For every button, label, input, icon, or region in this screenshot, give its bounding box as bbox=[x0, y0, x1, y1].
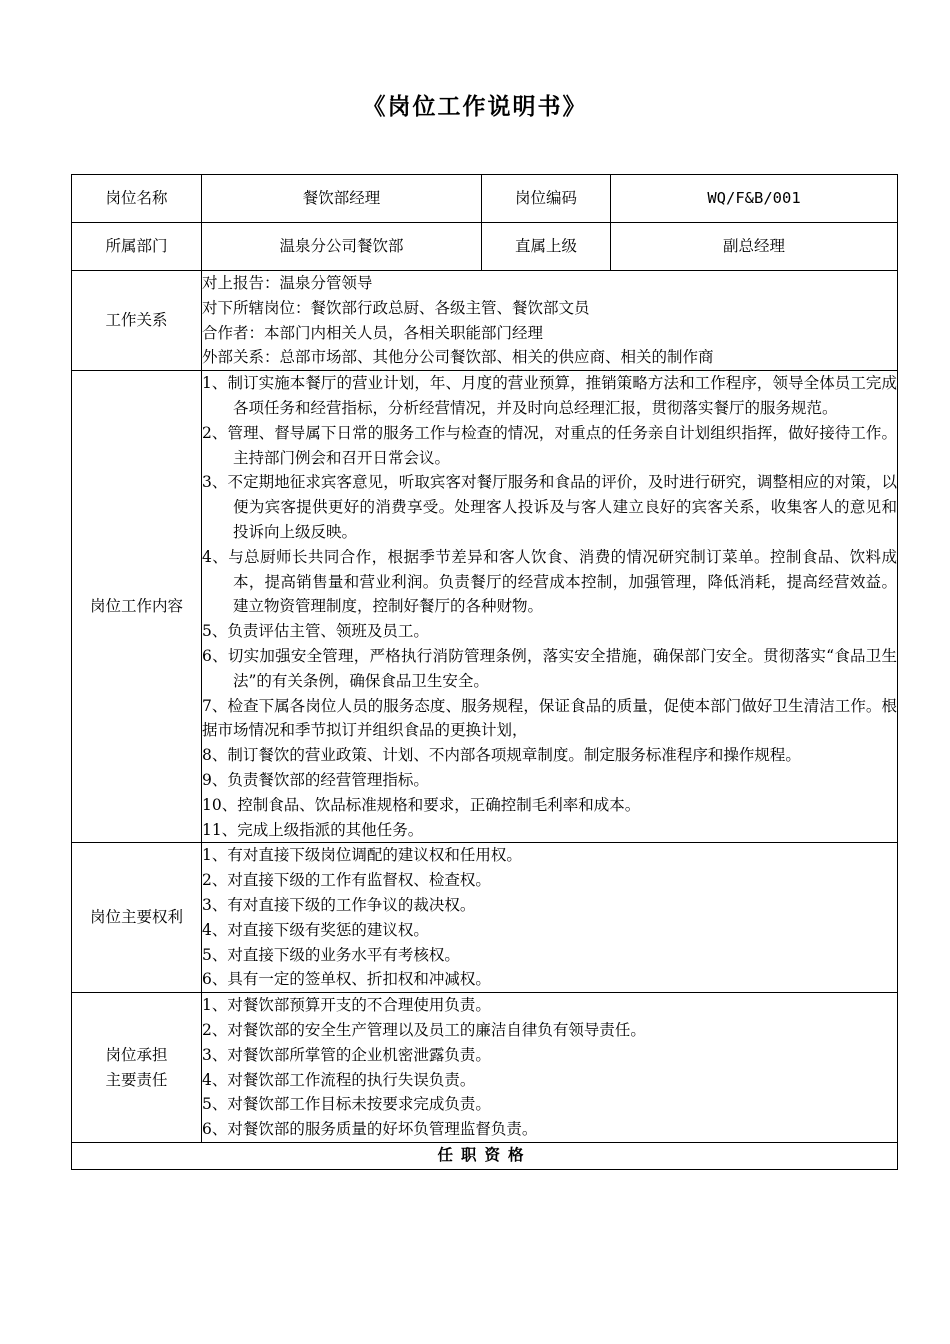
position-name-label: 岗位名称 bbox=[72, 175, 202, 223]
superior-value: 副总经理 bbox=[611, 223, 898, 271]
job-description-table bbox=[71, 174, 898, 1170]
right-item: 1、有对直接下级岗位调配的建议权和任用权。 bbox=[202, 846, 522, 865]
relations-line: 对上报告：温泉分管领导 bbox=[202, 274, 373, 292]
duty-item: 1、制订实施本餐厅的营业计划，年、月度的营业预算，推销策略方法和工作程序，领导全体员工完成各项任务和经营指标，分析经营情况，并及时向总经理汇报，贯彻落实餐厅的服务规范。 bbox=[202, 374, 897, 417]
responsibility-item: 2、对餐饮部的安全生产管理以及员工的廉洁自律负有领导责任。 bbox=[202, 1020, 646, 1039]
right-item: 6、具有一定的签单权、折扣权和冲减权。 bbox=[202, 970, 491, 989]
row-relations bbox=[72, 271, 898, 371]
row-position bbox=[72, 175, 898, 223]
rights-content bbox=[202, 843, 898, 993]
relations-line: 外部关系：总部市场部、其他分公司餐饮部、相关的供应商、相关的制作商 bbox=[202, 348, 714, 367]
department-label: 所属部门 bbox=[72, 223, 202, 271]
responsibilities-label-line: 岗位承担 bbox=[105, 1045, 168, 1064]
position-code-value: WQ/F&B/001 bbox=[611, 175, 898, 223]
position-code-label: 岗位编码 bbox=[482, 175, 611, 223]
duty-item: 2、管理、督导属下日常的服务工作与检查的情况，对重点的任务亲自计划组织指挥，做好接待工作。主持部门例会和召开日常会议。 bbox=[202, 423, 897, 467]
duty-item: 5、负责评估主管、领班及员工。 bbox=[202, 622, 429, 641]
duty-item: 9、负责餐饮部的经营管理指标。 bbox=[202, 770, 429, 789]
responsibility-item: 4、对餐饮部工作流程的执行失误负责。 bbox=[202, 1070, 476, 1089]
responsibilities-label-line: 主要责任 bbox=[105, 1070, 168, 1089]
responsibility-item: 3、对餐饮部所掌管的企业机密泄露负责。 bbox=[202, 1045, 491, 1064]
rights-label: 岗位主要权利 bbox=[72, 843, 202, 993]
row-qualifications bbox=[72, 1142, 898, 1169]
relations-label: 工作关系 bbox=[72, 271, 202, 371]
page-title: 《岗位工作说明书》 bbox=[362, 93, 588, 120]
relations-content bbox=[202, 271, 898, 371]
responsibility-item: 1、对餐饮部预算开支的不合理使用负责。 bbox=[202, 996, 491, 1015]
relations-line: 对下所辖岗位：餐饮部行政总厨、各级主管、餐饮部文员 bbox=[202, 298, 590, 317]
right-item: 5、对直接下级的业务水平有考核权。 bbox=[202, 945, 460, 964]
row-responsibilities bbox=[72, 993, 898, 1143]
duties-content bbox=[202, 371, 898, 843]
duty-item: 10、控制食品、饮品标准规格和要求，正确控制毛利率和成本。 bbox=[202, 795, 641, 814]
duty-item: 11、完成上级指派的其他任务。 bbox=[202, 820, 424, 839]
responsibility-item: 5、对餐饮部工作目标未按要求完成负责。 bbox=[202, 1095, 491, 1114]
department-value: 温泉分公司餐饮部 bbox=[202, 223, 482, 271]
duties-label: 岗位工作内容 bbox=[72, 371, 202, 843]
duty-item: 4、与总厨师长共同合作，根据季节差异和客人饮食、消费的情况研究制订菜单。控制食品、饮料成本，提高销售量和营业利润。负责餐厅的经营成本控制，加强管理，降低消耗，提高经营效益。建立物资管理制度，控制好餐厅的各种财物。 bbox=[202, 547, 897, 616]
responsibility-item: 6、对餐饮部的服务质量的好坏负管理监督负责。 bbox=[202, 1120, 538, 1139]
right-item: 3、有对直接下级的工作争议的裁决权。 bbox=[202, 895, 476, 914]
responsibilities-label bbox=[72, 993, 202, 1143]
duty-item: 8、制订餐饮的营业政策、计划、不内部各项规章制度。制定服务标准程序和操作规程。 bbox=[202, 746, 801, 765]
superior-label: 直属上级 bbox=[482, 223, 611, 271]
duty-item: 6、切实加强安全管理，严格执行消防管理条例，落实安全措施，确保部门安全。贯彻落实“食品卫生法”的有关条例，确保食品卫生安全。 bbox=[202, 646, 897, 690]
position-name-value: 餐饮部经理 bbox=[202, 175, 482, 223]
row-department bbox=[72, 223, 898, 271]
duty-item: 7、检查下属各岗位人员的服务态度、服务规程，保证食品的质量，促使本部门做好卫生清洁工作。根据市场情况和季节拟订并组织食品的更换计划， bbox=[202, 696, 897, 740]
duty-item: 3、不定期地征求宾客意见，听取宾客对餐厅服务和食品的评价，及时进行研究，调整相应的对策，以便为宾客提供更好的消费享受。处理客人投诉及与客人建立良好的宾客关系，收集客人的意见和投诉向上级反映。 bbox=[202, 473, 897, 541]
row-rights bbox=[72, 843, 898, 993]
relations-line: 合作者：本部门内相关人员，各相关职能部门经理 bbox=[202, 323, 544, 342]
right-item: 4、对直接下级有奖惩的建议权。 bbox=[202, 920, 429, 939]
right-item: 2、对直接下级的工作有监督权、检查权。 bbox=[202, 871, 491, 890]
qualifications-header: 任职资格 bbox=[72, 1142, 898, 1169]
row-duties bbox=[72, 371, 898, 843]
responsibilities-content bbox=[202, 993, 898, 1143]
